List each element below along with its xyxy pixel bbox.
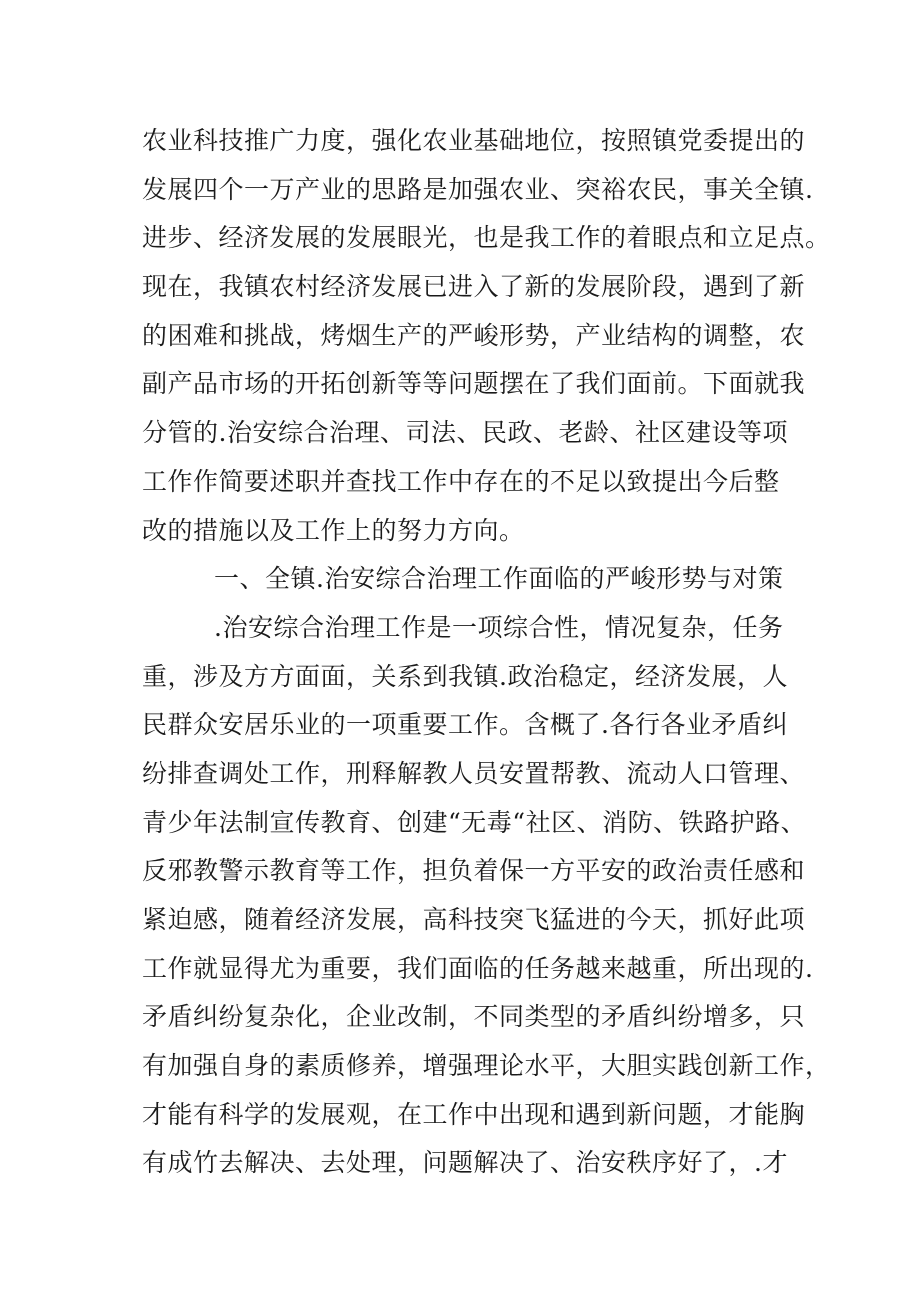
- text-line: 副产品市场的开拓创新等等问题摆在了我们面前。下面就我: [142, 369, 806, 399]
- text-line: 纷排查调处工作，刑释解教人员安置帮教、流动人口管理、: [142, 758, 806, 788]
- text-line: 青少年法制宣传教育、创建“无毒“社区、消防、铁路护路、: [142, 807, 807, 837]
- text-line: 紧迫感，随着经济发展，高科技突飞猛进的今天，抓好此项: [142, 905, 806, 934]
- text-line: 有成竹去解决、去处理，问题解决了、治安秩序好了，.才: [142, 1148, 788, 1178]
- text-line: 才能有科学的发展观，在工作中出现和遇到新问题，才能胸: [142, 1099, 806, 1129]
- document-body: [142, 117, 831, 1188]
- text-line: 的困难和挑战，烤烟生产的严峻形势，产业结构的调整，农: [142, 320, 806, 350]
- text-line: 改的措施以及工作上的努力方向。: [142, 515, 525, 545]
- text-line: 重，涉及方方面面，关系到我镇.政治稳定，经济发展，人: [142, 661, 788, 691]
- text-line: 民群众安居乐业的一项重要工作。含概了.各行各业矛盾纠: [142, 710, 788, 740]
- text-line: 工作就显得尤为重要，我们面临的任务越来越重，所出现的.: [142, 953, 814, 983]
- text-line: 分管的.治安综合治理、司法、民政、老龄、社区建设等项: [142, 418, 788, 448]
- text-line: 有加强自身的素质修养，增强理论水平，大胆实践创新工作，: [142, 1051, 831, 1081]
- text-line: 发展四个一万产业的思路是加强农业、突裕农民，事关全镇.: [142, 174, 814, 204]
- text-line: 农业科技推广力度，强化农业基础地位，按照镇党委提出的: [142, 126, 806, 155]
- section-heading: 一、全镇.治安综合治理工作面临的严峻形势与对策: [214, 564, 784, 594]
- text-line: 矛盾纠纷复杂化，企业改制，不同类型的矛盾纠纷增多，只: [142, 1002, 806, 1032]
- text-line: 现在，我镇农村经济发展已进入了新的发展阶段，遇到了新: [142, 272, 806, 302]
- text-line: 反邪教警示教育等工作，担负着保一方平安的政治责任感和: [142, 856, 806, 886]
- text-line: 进步、经济发展的发展眼光，也是我工作的着眼点和立足点。: [142, 223, 831, 253]
- text-line: 工作作简要述职并查找工作中存在的不足以致提出今后整: [142, 466, 780, 496]
- text-line: .治安综合治理工作是一项综合性，情况复杂，任务: [214, 612, 784, 642]
